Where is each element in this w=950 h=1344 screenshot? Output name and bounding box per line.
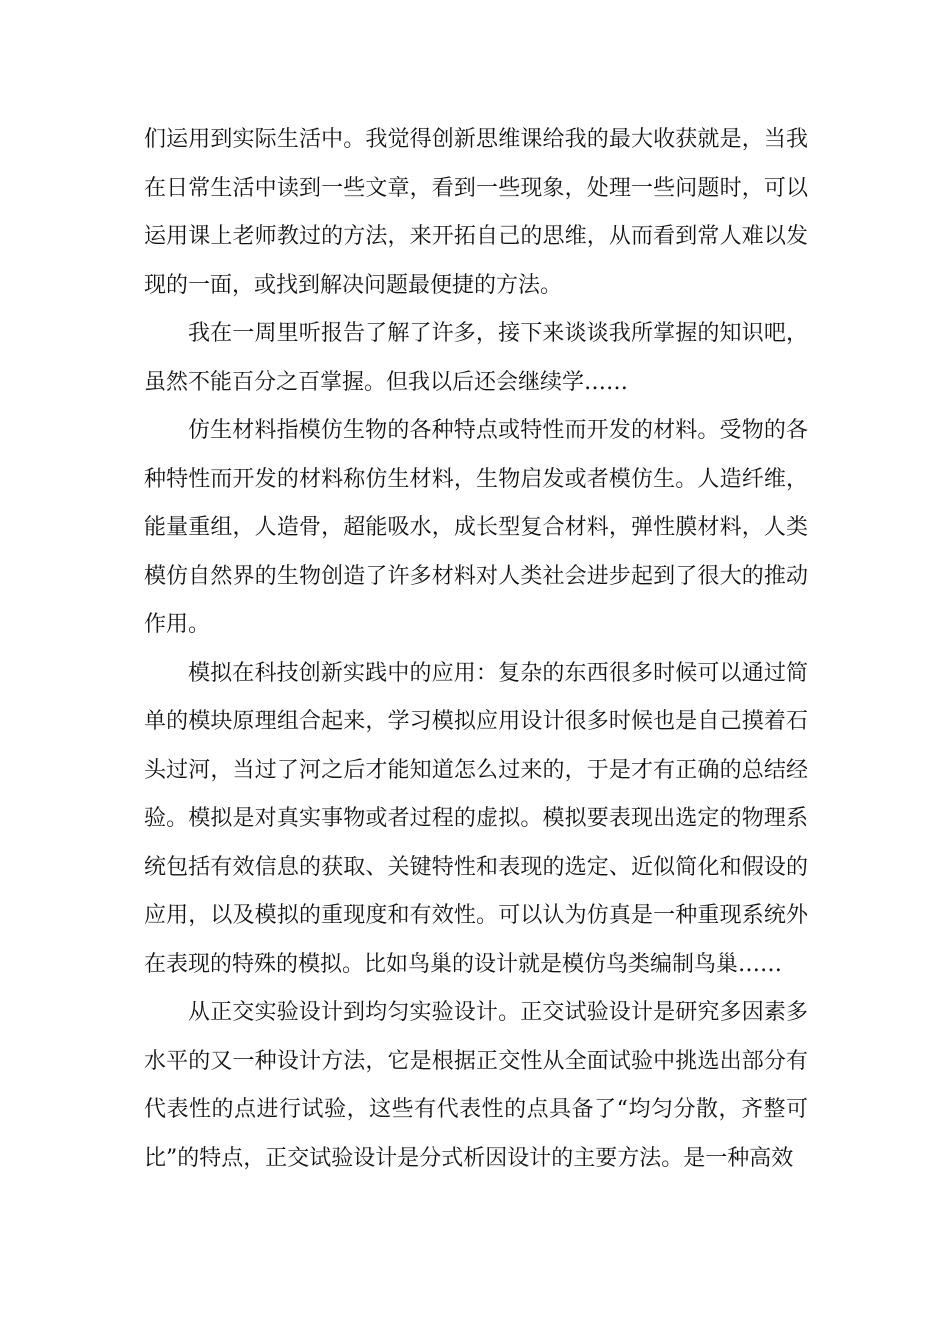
paragraph-continuation: 们运用到实际生活中。我觉得创新思维课给我的最大收获就是，当我在日常生活中读到一些文章，看到一些现象，处理一些问题时，可以运用课上老师教过的方法，来开拓自己的思维，从而看到常人难以发现的一面，或找到解决问题最便捷的方法。	[144, 127, 808, 298]
document-body	[144, 116, 808, 1183]
paragraph-report-summary: 我在一周里听报告了解了许多，接下来谈谈我所掌握的知识吧，虽然不能百分之百掌握。但我以后还会继续学……	[144, 321, 808, 395]
paragraph-biomimetic-materials: 仿生材料指模仿生物的各种特点或特性而开发的材料。受物的各种特性而开发的材料称仿生材料，生物启发或者模仿生。人造纤维，能量重组，人造骨，超能吸水，成长型复合材料，弹性膜材料，人类模仿自然界的生物创造了许多材料对人类社会进步起到了很大的推动作用。	[144, 418, 808, 637]
paragraph-simulation-application: 模拟在科技创新实践中的应用：复杂的东西很多时候可以通过简单的模块原理组合起来，学习模拟应用设计很多时候也是自己摸着石头过河，当过了河之后才能知道怎么过来的，于是才有正确的总结经验。模拟是对真实事物或者过程的虚拟。模拟要表现出选定的物理系统包括有效信息的获取、关键特性和表现的选定、近似简化和假设的应用，以及模拟的重现度和有效性。可以认为仿真是一种重现系统外在表现的特殊的模拟。比如鸟巢的设计就是模仿鸟类编制鸟巢……	[144, 660, 808, 977]
paragraph-orthogonal-design: 从正交实验设计到均匀实验设计。正交试验设计是研究多因素多水平的又一种设计方法，它是根据正交性从全面试验中挑选出部分有代表性的点进行试验，这些有代表性的点具备了“均匀分散，齐整可比”的特点，正交试验设计是分式析因设计的主要方法。是一种高效	[144, 1000, 808, 1171]
